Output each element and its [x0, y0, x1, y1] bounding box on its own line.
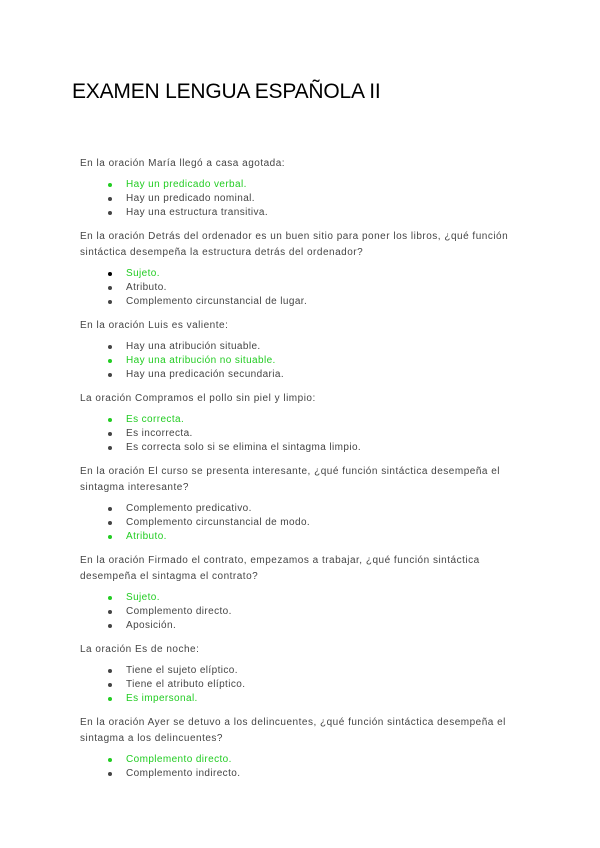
question-text: En la oración El curso se presenta interesante, ¿qué función sintáctica desempeña el sintagma interesante?	[80, 466, 500, 493]
answer-option: Complemento directo.	[108, 605, 520, 619]
answer-options	[80, 267, 520, 309]
correct-answer-option: Hay una atribución no situable.	[108, 354, 520, 368]
answer-option: Atributo.	[108, 281, 520, 295]
answer-option: Tiene el atributo elíptico.	[108, 678, 520, 692]
answer-options	[80, 413, 520, 455]
answer-options	[80, 502, 520, 544]
answer-option: Hay una atribución situable.	[108, 340, 520, 354]
question-block	[80, 229, 520, 309]
question-text: La oración Compramos el pollo sin piel y limpio:	[80, 393, 316, 404]
answer-option: Complemento predicativo.	[108, 502, 520, 516]
answer-option: Complemento circunstancial de modo.	[108, 516, 520, 530]
correct-answer-option: Sujeto.	[108, 591, 520, 605]
answer-options	[80, 664, 520, 706]
question-block	[80, 642, 520, 706]
correct-answer-option: Es correcta.	[108, 413, 520, 427]
answer-option: Complemento circunstancial de lugar.	[108, 295, 520, 309]
page-title: EXAMEN LENGUA ESPAÑOLA II	[72, 80, 381, 103]
question-block	[80, 553, 520, 633]
questions-list	[80, 156, 520, 790]
answer-option: Tiene el sujeto elíptico.	[108, 664, 520, 678]
question-block	[80, 318, 520, 382]
question-text: En la oración Detrás del ordenador es un buen sitio para poner los libros, ¿qué función sintáctica desempeña la estructura detrás del ordenador?	[80, 231, 509, 258]
question-block	[80, 464, 520, 544]
answer-option: Hay una predicación secundaria.	[108, 368, 520, 382]
answer-options	[80, 753, 520, 781]
answer-option: Hay un predicado nominal.	[108, 192, 520, 206]
question-block	[80, 391, 520, 455]
answer-option: Complemento indirecto.	[108, 767, 520, 781]
correct-answer-option: Hay un predicado verbal.	[108, 178, 520, 192]
correct-answer-option: Es impersonal.	[108, 692, 520, 706]
correct-answer-option: Atributo.	[108, 530, 520, 544]
answer-options	[80, 591, 520, 633]
correct-answer-option: Complemento directo.	[108, 753, 520, 767]
correct-answer-option: Sujeto.	[108, 267, 520, 281]
question-text: En la oración Luis es valiente:	[80, 320, 229, 331]
question-block	[80, 156, 520, 220]
answer-option: Hay una estructura transitiva.	[108, 206, 520, 220]
answer-option: Es incorrecta.	[108, 427, 520, 441]
answer-options	[80, 340, 520, 382]
question-text: En la oración María llegó a casa agotada:	[80, 158, 286, 169]
answer-options	[80, 178, 520, 220]
question-text: En la oración Firmado el contrato, empezamos a trabajar, ¿qué función sintáctica desempeña el sintagma el contrato?	[80, 555, 480, 582]
question-block	[80, 715, 520, 781]
answer-option: Aposición.	[108, 619, 520, 633]
question-text: La oración Es de noche:	[80, 644, 200, 655]
answer-option: Es correcta solo si se elimina el sintagma limpio.	[108, 441, 520, 455]
question-text: En la oración Ayer se detuvo a los delincuentes, ¿qué función sintáctica desempeña el sintagma a los delincuentes?	[80, 717, 506, 744]
